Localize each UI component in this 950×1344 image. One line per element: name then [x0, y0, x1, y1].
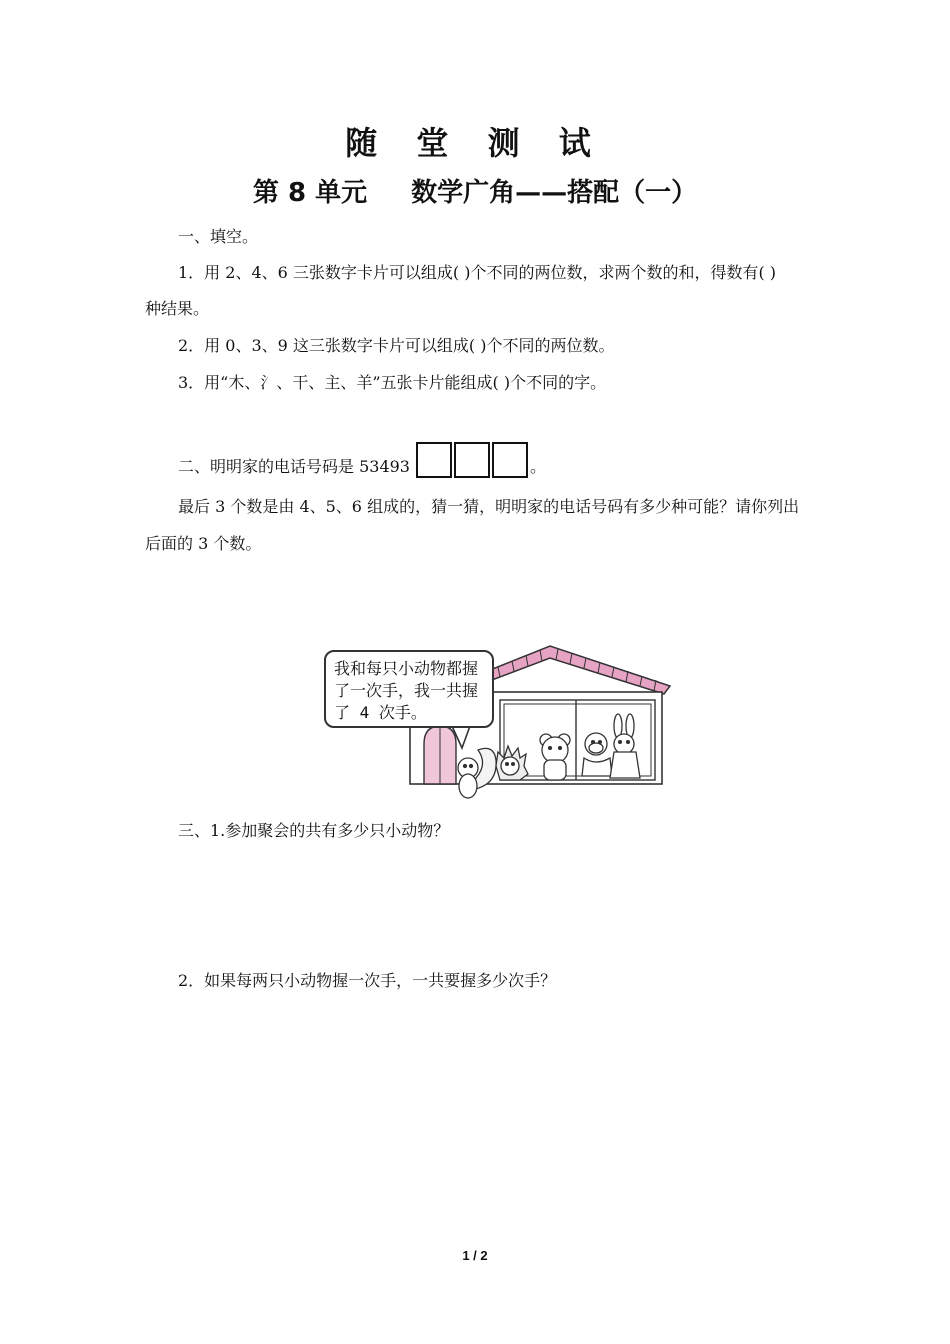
- page-title: 随 堂 测 试: [345, 124, 605, 162]
- topic-label: 数学广角——搭配（一）: [411, 178, 698, 208]
- unit-subtitle: [0, 172, 950, 209]
- unit-label: 第 8 单元: [252, 178, 368, 208]
- question-1-line2: 种结果。: [145, 299, 210, 318]
- phone-box-1[interactable]: [416, 442, 452, 478]
- phone-box-2[interactable]: [454, 442, 490, 478]
- page-number: 1 / 2: [462, 1248, 488, 1263]
- section3-question-2: 2．如果每两只小动物握一次手，一共要握多少次手？: [178, 971, 557, 990]
- bear-icon: [540, 734, 570, 780]
- phone-digit-boxes: [416, 442, 530, 478]
- question-2: 2．用 0、3、9 这三张数字卡片可以组成( )个不同的两位数。: [178, 336, 615, 355]
- section2-body-line1: 最后 3 个数是由 4、5、6 组成的，猜一猜，明明家的电话号码有多少种可能？请你列出: [178, 497, 800, 516]
- section3-question-1: 三、1.参加聚会的共有多少只小动物？: [178, 821, 450, 840]
- roof: [470, 646, 670, 694]
- phone-box-3[interactable]: [492, 442, 528, 478]
- section2-body-line2: 后面的 3 个数。: [145, 534, 262, 553]
- phone-suffix: 。: [530, 457, 547, 476]
- section1-heading: 一、填空。: [178, 227, 259, 246]
- question-1-line1: 1．用 2、4、6 三张数字卡片可以组成( )个不同的两位数，求两个数的和，得数有( ): [178, 263, 777, 282]
- section2-heading: [178, 442, 546, 478]
- speech-bubble: 我和每只小动物都握了一次手，我一共握了 4 次手。: [324, 650, 494, 728]
- phone-prefix: 二、明明家的电话号码是 53493: [178, 457, 410, 476]
- question-3: 3．用“木、氵、干、主、羊”五张卡片能组成( )个不同的字。: [178, 373, 607, 392]
